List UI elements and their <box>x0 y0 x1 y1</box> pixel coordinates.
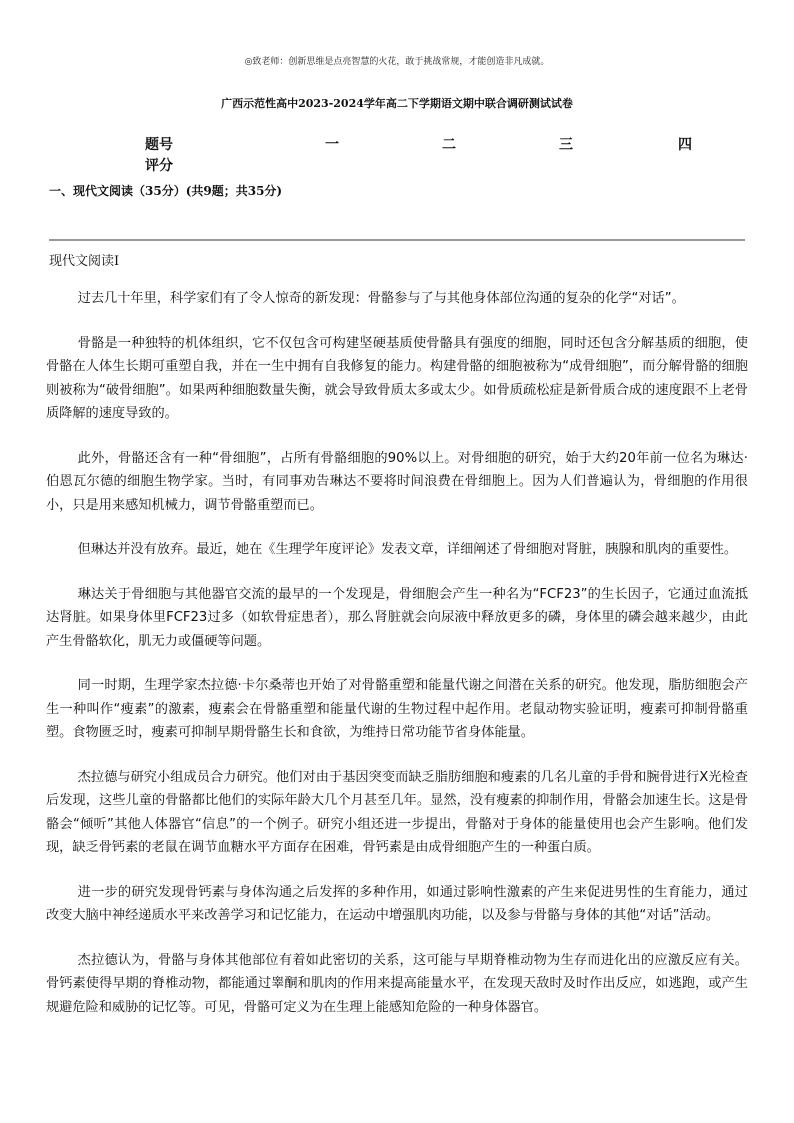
reading-passage <box>46 287 748 1040</box>
score-label: 评分 <box>145 158 173 174</box>
exam-title: 广西示范性高中2023-2024学年高二下学期语文期中联合调研测试试卷 <box>221 97 573 110</box>
question-number-row <box>145 134 705 155</box>
paragraph-1: 过去几十年里，科学家们有了令人惊奇的新发现：骨骼参与了与其他身体部位沟通的复杂的化学“对话”。 <box>77 291 685 306</box>
divider <box>49 239 745 241</box>
column-1-label: 一 <box>325 137 339 153</box>
paragraph-6: 同一时期，生理学家杰拉德·卡尔桑蒂也开始了对骨骼重塑和能量代谢之间潜在关系的研究。他发现，脂肪细胞会产生一种叫作“瘦素”的激素，瘦素会在骨骼重塑和能量代谢的生物过程中起作用。老鼠动物实验证明，瘦素可抑制骨骼重塑。食物匮乏时，瘦素可抑制早期骨骼生长和食欲，为维持日常功能节省身体能量。 <box>46 678 748 740</box>
score-table <box>145 134 705 176</box>
paragraph-5: 琳达关于骨细胞与其他器官交流的最早的一个发现是，骨细胞会产生一种名为“FCF23”的生长因子，它通过血流抵达肾脏。如果身体里FCF23过多（如软骨症患者），那么肾脏就会向尿液中释放更多的磷，身体里的磷会越来越少，由此产生骨骼软化，肌无力或僵硬等问题。 <box>46 586 748 649</box>
column-4-label: 四 <box>678 137 692 153</box>
paragraph-3: 此外，骨骼还含有一种“骨细胞”，占所有骨骼细胞的90%以上。对骨细胞的研究，始于大约20年前一位名为琳达·伯恩瓦尔德的细胞生物学家。当时，有同事劝告琳达不要将时间浪费在骨细胞上。因为人们普遍认为，骨细胞的作用很小，只是用来感知机械力，调节骨骼重塑而已。 <box>46 450 748 513</box>
paragraph-8: 进一步的研究发现骨钙素与身体沟通之后发挥的多种作用，如通过影响性激素的产生来促进男性的生育能力，通过改变大脑中神经递质水平来改善学习和记忆能力，在运动中增强肌肉功能，以及参与骨骼与身体的其他“对话”活动。 <box>46 884 748 923</box>
paragraph-9: 杰拉德认为，骨骼与身体其他部位有着如此密切的关系，这可能与早期脊椎动物为生存而进化出的应激反应有关。骨钙素使得早期的脊椎动物，都能通过睾酮和肌肉的作用来提高能量水平，在发现天敌时及时作出反应，如逃跑，或产生规避危险和威胁的记忆等。可见，骨骼可定义为在生理上能感知危险的一种身体器官。 <box>46 952 748 1015</box>
column-2-label: 二 <box>442 137 456 153</box>
score-row <box>145 155 705 176</box>
paragraph-2: 骨骼是一种独特的机体组织，它不仅包含可构建坚硬基质使骨骼具有强度的细胞，同时还包含分解基质的细胞，使骨骼在人体生长期可重塑自我，并在一生中拥有自我修复的能力。构建骨骼的细胞被称为“成骨细胞”，而分解骨骼的细胞则被称为“破骨细胞”。如果两种细胞数量失衡，就会导致骨质太多或太少。如骨质疏松症是新骨质合成的速度跟不上老骨质降解的速度导致的。 <box>46 335 748 421</box>
header-motto: ◎致老师：创新思维是点亮智慧的火花，敢于挑战常规，才能创造非凡成就。 <box>244 57 550 67</box>
paragraph-4: 但琳达并没有放弃。最近，她在《生理学年度评论》发表文章，详细阐述了骨细胞对肾脏，胰腺和肌肉的重要性。 <box>77 542 738 557</box>
reading-subheading: 现代文阅读Ⅰ <box>49 254 120 269</box>
column-3-label: 三 <box>559 137 573 153</box>
paragraph-7: 杰拉德与研究小组成员合力研究。他们对由于基因突变而缺乏脂肪细胞和瘦素的几名儿童的手骨和腕骨进行X光检查后发现，这些儿童的骨骼都比他们的实际年龄大几个月甚至几年。显然，没有瘦素的抑制作用，骨骼会加速生长。这是骨骼会“倾听”其他人体器官“信息”的一个例子。研究小组还进一步提出，骨骼对于身体的能量使用也会产生影响。他们发现，缺乏骨钙素的老鼠在调节血糖水平方面存在困难，骨钙素是由成骨细胞产生的一种蛋白质。 <box>46 769 748 855</box>
section-heading: 一、现代文阅读（35分）(共9题；共35分) <box>49 184 283 198</box>
question-number-label: 题号 <box>145 137 173 153</box>
